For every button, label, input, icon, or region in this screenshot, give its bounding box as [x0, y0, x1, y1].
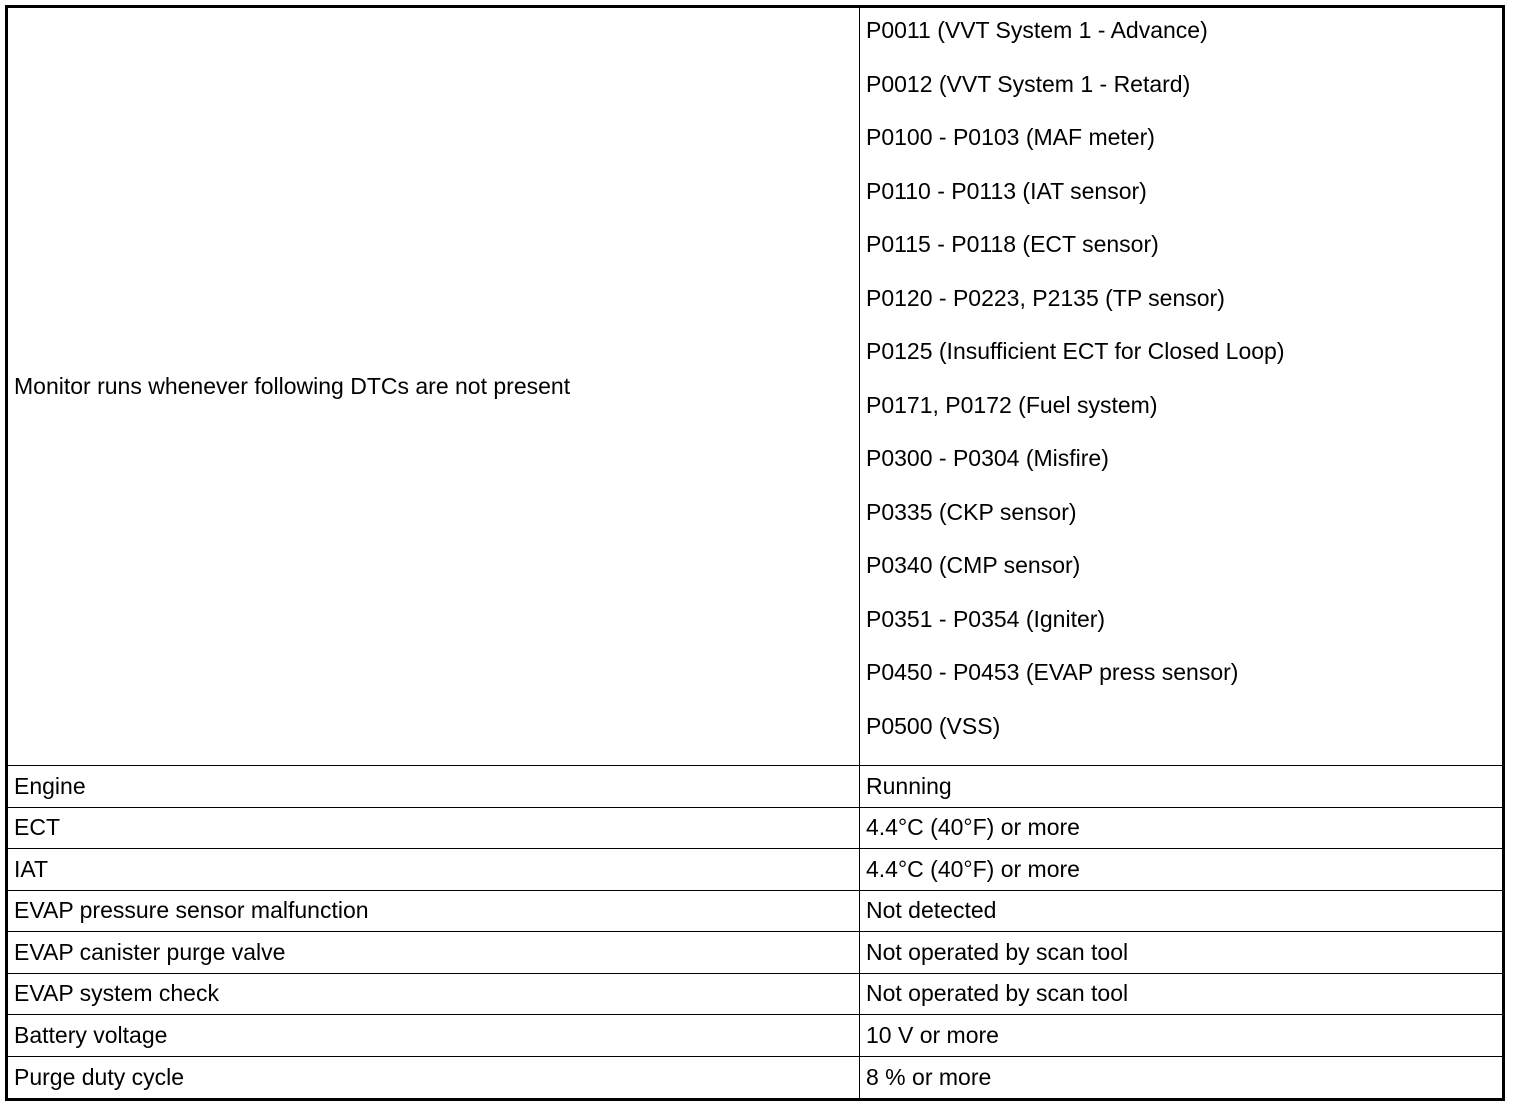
- condition-label: IAT: [8, 849, 860, 891]
- dtc-item: P0110 - P0113 (IAT sensor): [866, 177, 1147, 204]
- condition-label: EVAP canister purge valve: [8, 932, 860, 974]
- dtc-item: P0011 (VVT System 1 - Advance): [866, 17, 1208, 43]
- condition-label: EVAP system check: [8, 974, 860, 1016]
- dtc-item: P0100 - P0103 (MAF meter): [866, 124, 1155, 150]
- dtc-item: P0171, P0172 (Fuel system): [866, 391, 1158, 418]
- condition-value: 8 % or more: [866, 1063, 992, 1090]
- dtc-item: P0115 - P0118 (ECT sensor): [866, 231, 1159, 257]
- condition-value: 10 V or more: [860, 1015, 1502, 1057]
- dtc-item: P0120 - P0223, P2135 (TP sensor): [866, 284, 1225, 311]
- condition-label: Engine: [8, 766, 860, 808]
- condition-value: Running: [860, 766, 1502, 808]
- dtc-item: P0125 (Insufficient ECT for Closed Loop): [866, 338, 1285, 364]
- dtc-item: P0500 (VSS): [866, 712, 1001, 739]
- condition-label: Battery voltage: [8, 1015, 860, 1057]
- condition-value: 4.4°C (40°F) or more: [860, 808, 1502, 850]
- condition-label: Purge duty cycle: [8, 1057, 860, 1099]
- condition-value: 4.4°C (40°F) or more: [860, 849, 1502, 891]
- dtc-item: P0450 - P0453 (EVAP press sensor): [866, 659, 1239, 685]
- dtc-item: P0012 (VVT System 1 - Retard): [866, 70, 1191, 97]
- dtc-item: P0300 - P0304 (Misfire): [866, 445, 1109, 471]
- condition-label: EVAP pressure sensor malfunction: [8, 891, 860, 933]
- dtc-list: [860, 8, 1502, 766]
- condition-value: Not operated by scan tool: [860, 974, 1502, 1016]
- condition-value: Not detected: [860, 891, 1502, 933]
- monitor-condition-label: Monitor runs whenever following DTCs are not present: [8, 8, 860, 766]
- dtc-item: P0340 (CMP sensor): [866, 552, 1081, 578]
- condition-label: ECT: [8, 808, 860, 850]
- dtc-item: P0351 - P0354 (Igniter): [866, 605, 1106, 632]
- dtc-item: P0335 (CKP sensor): [866, 498, 1077, 525]
- condition-value: Not operated by scan tool: [860, 932, 1502, 974]
- conditions-table: [5, 5, 1505, 1101]
